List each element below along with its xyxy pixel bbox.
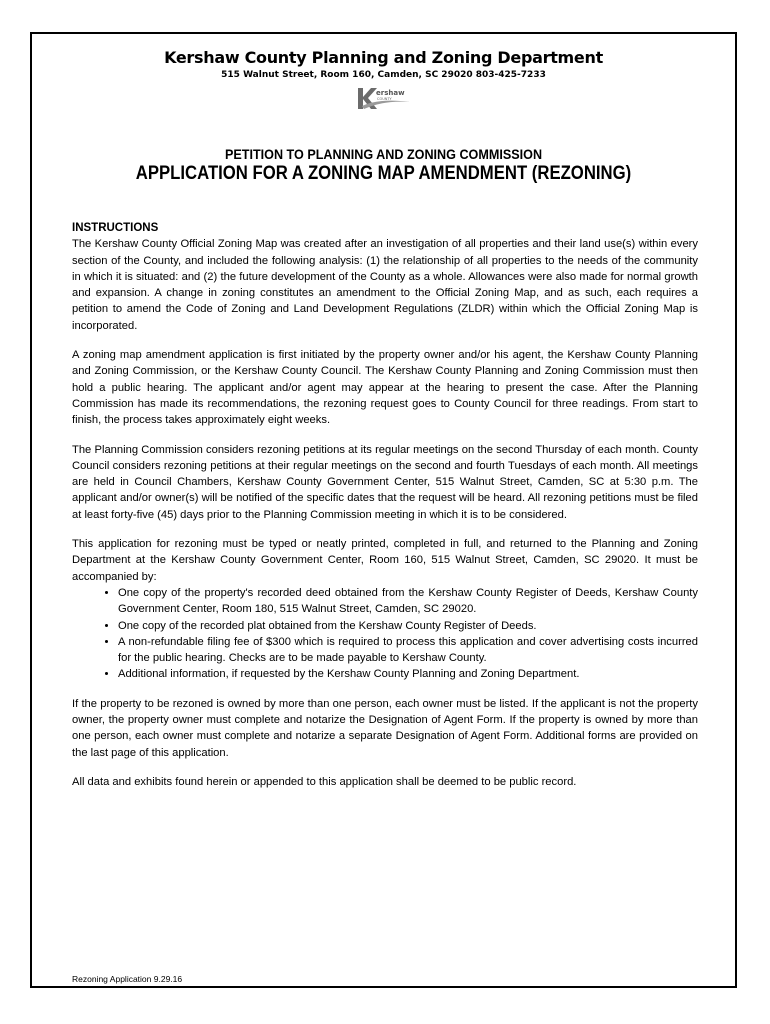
list-item: • A non-refundable filing fee of $300 which is required to process this application and cover advertising costs incurred for the public hearing. Checks are to be made payable to Kershaw County. (118, 634, 698, 667)
svg-text:COUNTY: COUNTY (376, 97, 392, 101)
county-logo-icon (354, 84, 414, 112)
organization-name: Kershaw County Planning and Zoning Department (164, 48, 603, 67)
list-item: • One copy of the property's recorded deed obtained from the Kershaw County Register of Deeds, Kershaw County Government Center, Room 180, 515 Walnut Street, Camden, SC 29020. (118, 585, 698, 618)
requirements-list (72, 585, 698, 683)
list-item: • One copy of the recorded plat obtained from the Kershaw County Register of Deeds. (118, 618, 698, 634)
instructions-paragraph-3: The Planning Commission considers rezoning petitions at its regular meetings on the second Thursday of each month. County Council considers rezoning petitions at their regular meetings on the second and fourth Tuesdays of each month. All meetings are held in Council Chambers, Kershaw County Government Center, 515 Walnut Street, Camden, SC at 5:30 p.m. The applicant and/or owner(s) will be notified of the specific dates that the request will be heard. All rezoning petitions must be filed at least forty-five (45) days prior to the Planning Commission meeting in which it is to be considered. (72, 443, 698, 521)
instructions-paragraph-5: If the property to be rezoned is owned by more than one person, each owner must be listed. If the applicant is not the property owner, the property owner must complete and notarize the Designation of Agent Form. If the property is owned by more than one person, each owner must complete and notarize a separate Designation of Agent Form. Additional forms are provided on the last page of this application. (72, 697, 698, 759)
instructions-paragraph-4: This application for rezoning must be typed or neatly printed, completed in full, and returned to the Planning and Zoning Department at the Kershaw County Government Center, Room 160, 515 Walnut Street, Camden, SC 29020. It must be accompanied by: (72, 538, 698, 583)
document-titles (32, 146, 735, 185)
list-item: • Additional information, if requested by the Kershaw County Planning and Zoning Department. (118, 666, 698, 682)
svg-text:ershaw: ershaw (375, 89, 405, 97)
footer-revision: Rezoning Application 9.29.16 (72, 974, 183, 984)
page-border (30, 32, 737, 988)
letterhead (32, 48, 735, 112)
petition-title: PETITION TO PLANNING AND ZONING COMMISSION (224, 146, 543, 162)
instructions-heading: INSTRUCTIONS (72, 222, 159, 234)
application-title: APPLICATION FOR A ZONING MAP AMENDMENT (REZONING) (135, 163, 632, 184)
instructions-paragraph-1: The Kershaw County Official Zoning Map was created after an investigation of all properties and their land use(s) within every section of the County, and included the following analysis: (1) the relationship of all properties to the needs of the community in which it is situated: and (2) the future development of the County as a whole. Allowances were also made for normal growth and expansion. A change in zoning constitutes an amendment to the Official Zoning Map, and as such, each requires a petition to amend the Code of Zoning and Land Development Regulations (ZLDR) within which the Official Zoning Map is incorporated. (72, 238, 698, 332)
instructions-section (72, 220, 698, 803)
instructions-paragraph-2: A zoning map amendment application is first initiated by the property owner and/or his agent, the Kershaw County Planning and Zoning Commission, or the Kershaw County Council. The Kershaw County Planning and Zoning Commission must then hold a public hearing. The applicant and/or agent may appear at the hearing to present the case. After the Planning Commission has made its recommendations, the rezoning request goes to County Council for three readings. From start to finish, the process takes approximately eight weeks. (72, 349, 698, 427)
organization-address: 515 Walnut Street, Room 160, Camden, SC 29020 803-425-7233 (221, 70, 546, 80)
instructions-paragraph-6: All data and exhibits found herein or appended to this application shall be deemed to be public record. (72, 775, 577, 788)
